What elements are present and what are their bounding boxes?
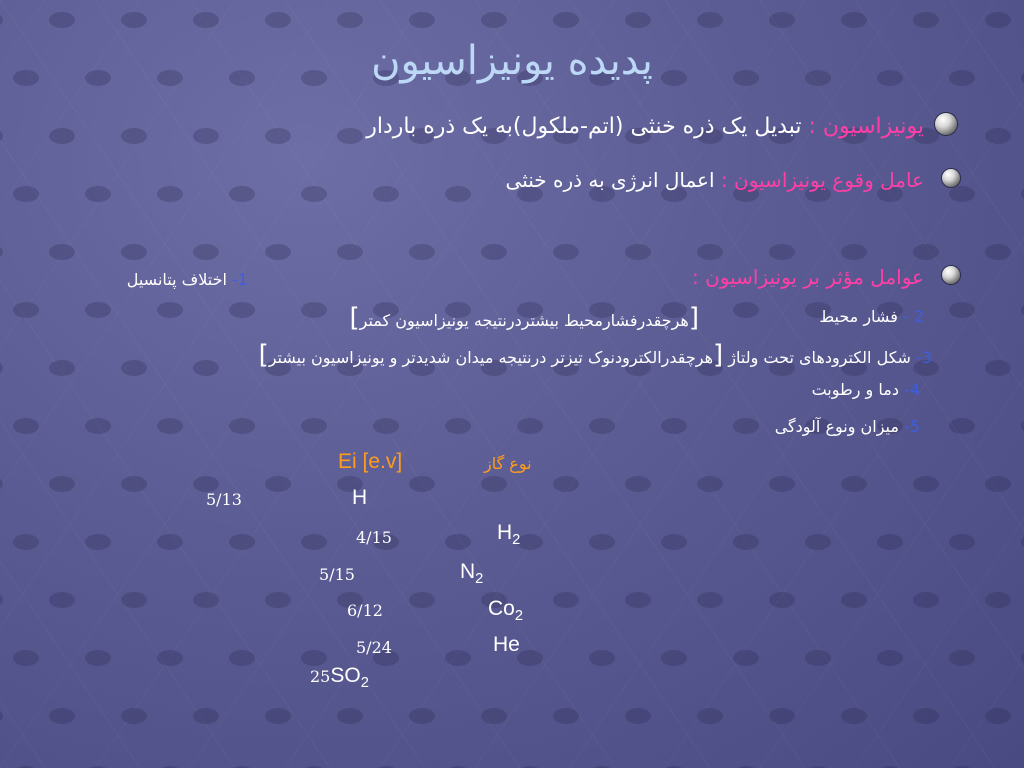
background-dot (49, 128, 75, 144)
background-dot (121, 128, 147, 144)
background-dot (877, 534, 903, 550)
background-dot (49, 244, 75, 260)
background-dot (913, 12, 939, 28)
background-dot (157, 418, 183, 434)
bullet-icon (935, 113, 957, 135)
background-dot (805, 534, 831, 550)
background-dot (0, 476, 3, 492)
background-dot (157, 650, 183, 666)
factor-text: شکل الکترودهای تحت ولتاژ (728, 348, 911, 367)
factor-item-4 (812, 380, 920, 399)
factor-item-2 (819, 307, 924, 326)
background-dot (229, 650, 255, 666)
background-dot (85, 418, 111, 434)
background-dot (265, 708, 291, 724)
background-dot (481, 708, 507, 724)
background-dot (517, 534, 543, 550)
background-dot (121, 244, 147, 260)
gas-formula: $SO_2$ (330, 664, 369, 692)
background-dot (265, 476, 291, 492)
background-dot (841, 592, 867, 608)
background-dot (553, 708, 579, 724)
background-dot (193, 708, 219, 724)
gas-value: 5/13 (206, 490, 242, 509)
background-dot (445, 418, 471, 434)
background-dot (589, 534, 615, 550)
background-dot (13, 534, 39, 550)
background-dot (949, 534, 975, 550)
factor-note: هرچقدرفشارمحیط بیشتردرنتیجه یونیزاسیون کمتر (359, 311, 689, 330)
background-dot (193, 12, 219, 28)
background-dot (49, 708, 75, 724)
background-dot (949, 186, 975, 202)
ionization-label: یونیزاسیون : (808, 114, 924, 139)
background-dot (265, 12, 291, 28)
background-dot (193, 128, 219, 144)
background-dot (373, 186, 399, 202)
background-dot (49, 592, 75, 608)
background-dot (985, 708, 1011, 724)
background-dot (661, 650, 687, 666)
background-dot (445, 650, 471, 666)
gas-formula: $Co_2$ (488, 597, 524, 625)
background-dot (229, 418, 255, 434)
background-dot (769, 12, 795, 28)
bullet-icon (942, 266, 960, 284)
background-dot (265, 244, 291, 260)
background-dot (949, 418, 975, 434)
background-dot (193, 244, 219, 260)
factors-heading: عوامل مؤثر بر یونیزاسیون : (691, 265, 924, 289)
gas-value: 5/15 (319, 565, 355, 584)
cause-label: عامل وقوع یونیزاسیون : (720, 168, 924, 192)
background-dot (697, 592, 723, 608)
background-dot (13, 650, 39, 666)
background-dot (985, 360, 1011, 376)
background-dot (121, 476, 147, 492)
gas-row-so2 (310, 664, 369, 691)
background-dot (13, 418, 39, 434)
factor-item-5 (775, 417, 920, 436)
background-dot (409, 12, 435, 28)
background-dot (985, 12, 1011, 28)
background-dot (85, 534, 111, 550)
background-dot (661, 534, 687, 550)
background-dot (193, 360, 219, 376)
background-dot (733, 418, 759, 434)
background-dot (157, 302, 183, 318)
background-dot (49, 476, 75, 492)
background-dot (301, 534, 327, 550)
background-dot (301, 418, 327, 434)
background-dot (481, 244, 507, 260)
background-dot (769, 592, 795, 608)
background-dot (0, 592, 3, 608)
background-dot (769, 708, 795, 724)
factor-note: هرچقدرالکترودنوک تیزتر درنتیجه میدان شدیدتر و یونیزاسیون بیشتر (268, 348, 714, 367)
background-dot (49, 360, 75, 376)
background-dot (805, 650, 831, 666)
background-dot (229, 534, 255, 550)
background-dot (157, 534, 183, 550)
gas-formula: He (493, 633, 520, 656)
background-dot (697, 244, 723, 260)
background-dot (229, 186, 255, 202)
ionization-definition-line (366, 114, 924, 139)
factor-number: 5- (904, 417, 920, 436)
background-dot (553, 244, 579, 260)
background-dot (301, 186, 327, 202)
gas-value: 25 (310, 667, 331, 686)
gas-value: 5/24 (356, 638, 392, 657)
background-dot (121, 360, 147, 376)
background-dot (841, 708, 867, 724)
background-dot (337, 708, 363, 724)
background-dot (589, 650, 615, 666)
gas-formula: $N_2$ (460, 560, 484, 588)
background-dot (265, 128, 291, 144)
background-dot (985, 592, 1011, 608)
cause-text: اعمال انرژی به ذره خنثی (505, 168, 715, 192)
background-dot (769, 244, 795, 260)
factor-text: فشار محیط (819, 307, 898, 326)
background-dot (913, 592, 939, 608)
background-dot (85, 186, 111, 202)
background-dot (409, 592, 435, 608)
factor-item-3: 3- شکل الکترودهای تحت ولتاژ [هرچقدرالکترودنوک تیزتر درنتیجه میدان شدیدتر و یونیزاسیون بیشتر] (258, 340, 932, 370)
background-dot (625, 476, 651, 492)
background-dot (481, 12, 507, 28)
background-dot (0, 12, 3, 28)
background-dot (733, 302, 759, 318)
background-dot (0, 244, 3, 260)
bullet-icon (942, 169, 960, 187)
factor-text: دما و رطوبت (811, 380, 899, 399)
background-dot (913, 244, 939, 260)
background-dot (517, 650, 543, 666)
background-dot (85, 302, 111, 318)
background-dot (589, 418, 615, 434)
background-dot (409, 244, 435, 260)
background-dot (733, 534, 759, 550)
background-dot (229, 302, 255, 318)
factor-text: میزان ونوع آلودگی (774, 417, 899, 436)
background-dot (445, 534, 471, 550)
gas-formula: $H_2$ (497, 521, 521, 549)
background-dot (517, 418, 543, 434)
background-dot (841, 244, 867, 260)
background-dot (985, 244, 1011, 260)
background-dot (445, 186, 471, 202)
background-dot (13, 186, 39, 202)
factor-number: 1- (232, 270, 248, 289)
background-dot (841, 12, 867, 28)
gas-value: 4/15 (356, 528, 392, 547)
background-dot (769, 476, 795, 492)
factor-item-1 (127, 270, 248, 289)
gas-formula: H (352, 486, 368, 509)
background-dot (877, 650, 903, 666)
background-dot (913, 476, 939, 492)
background-dot (13, 302, 39, 318)
background-dot (697, 708, 723, 724)
background-dot (553, 476, 579, 492)
factor-note-2: [هرچقدرفشارمحیط بیشتردرنتیجه یونیزاسیون کمتر] (349, 303, 699, 333)
cause-line (506, 168, 924, 192)
background-dot (625, 708, 651, 724)
background-dot (625, 12, 651, 28)
background-dot (625, 592, 651, 608)
background-dot (841, 476, 867, 492)
background-dot (373, 418, 399, 434)
background-dot (121, 708, 147, 724)
background-dot (661, 418, 687, 434)
ionization-definition: تبدیل یک ذره خنثی (اتم-ملکول)به یک ذره باردار (366, 114, 802, 139)
background-dot (0, 708, 3, 724)
background-dot (985, 476, 1011, 492)
background-dot (553, 592, 579, 608)
background-dot (697, 476, 723, 492)
background-dot (409, 476, 435, 492)
background-dot (193, 592, 219, 608)
gas-column-header: نوع گاز (484, 454, 532, 473)
factor-text: اختلاف پتانسیل (126, 270, 227, 289)
background-dot (301, 302, 327, 318)
background-dot (85, 650, 111, 666)
background-dot (409, 708, 435, 724)
slide-title: پدیده یونیزاسیون (371, 38, 653, 84)
background-dot (733, 650, 759, 666)
gas-value: 6/12 (347, 601, 383, 620)
background-dot (481, 476, 507, 492)
background-dot (949, 650, 975, 666)
background-dot (337, 128, 363, 144)
background-dot (625, 244, 651, 260)
background-dot (337, 12, 363, 28)
energy-column-header: Ei [e.v] (338, 450, 403, 473)
background-dot (121, 592, 147, 608)
background-dot (985, 128, 1011, 144)
background-dot (0, 360, 3, 376)
background-dot (553, 12, 579, 28)
background-dot (949, 302, 975, 318)
factor-number: 3- (916, 348, 932, 367)
background-dot (913, 708, 939, 724)
background-dot (265, 592, 291, 608)
background-dot (121, 12, 147, 28)
background-dot (49, 12, 75, 28)
factor-number: 4- (904, 380, 920, 399)
background-dot (697, 12, 723, 28)
background-dot (157, 186, 183, 202)
factor-number: 2 - (902, 307, 924, 326)
background-dot (337, 244, 363, 260)
